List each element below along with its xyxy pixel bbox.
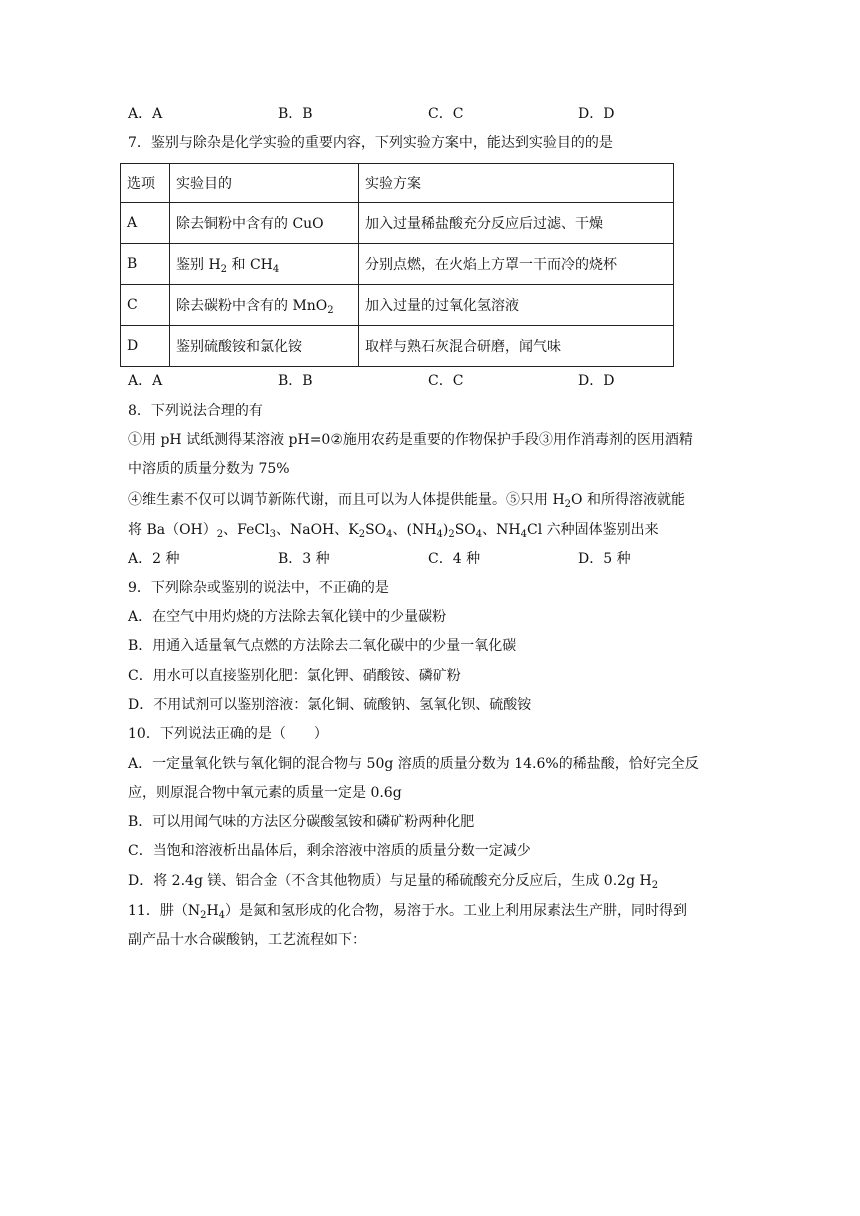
row-option: D: [121, 326, 170, 367]
row-option: A: [121, 203, 170, 244]
q9-option-c: C．用水可以直接鉴别化肥：氯化钾、硝酸铵、磷矿粉: [128, 668, 461, 684]
q7-option-b: B．B: [278, 373, 313, 389]
q8-line2: 中溶质的质量分数为 75%: [128, 461, 290, 477]
header-plan: 实验方案: [359, 164, 674, 203]
row-purpose: 除去碳粉中含有的 MnO$_2$: [170, 285, 359, 326]
row-purpose: 鉴别硫酸铵和氯化铵: [170, 326, 359, 367]
q8-line3: ④维生素不仅可以调节新陈代谢，而且可以为人体提供能量。⑤只用 $H_2O$ 和所得溶液就能: [128, 492, 685, 510]
q6-option-b: B．B: [278, 106, 313, 122]
q8-options: [128, 549, 728, 569]
q10-option-b: B．可以用闻气味的方法区分碳酸氢铵和磷矿粉两种化肥: [128, 814, 475, 830]
header-purpose: 实验目的: [170, 164, 359, 203]
table-row: [121, 203, 674, 244]
q7-option-a: A．A: [128, 373, 163, 389]
q9-stem: 9．下列除杂或鉴别的说法中，不正确的是: [128, 580, 389, 596]
q8-option-b: B．3 种: [278, 551, 330, 567]
q8-line1: ①用 pH 试纸测得某溶液 pH=0②施用农药是重要的作物保护手段③用作消毒剂的医用酒精: [128, 432, 693, 448]
q9-option-b: B．用通入适量氧气点燃的方法除去二氧化碳中的少量一氧化碳: [128, 638, 517, 654]
table-row: [121, 285, 674, 326]
row-plan: 取样与熟石灰混合研磨，闻气味: [359, 326, 674, 367]
table-row: [121, 326, 674, 367]
q7-options: [128, 371, 728, 391]
q6-option-a: A．A: [128, 106, 163, 122]
q7-option-d: D．D: [578, 373, 615, 389]
q7-table: [120, 163, 674, 367]
q6-options: [128, 104, 728, 124]
q11-line1: 11．肼$(N_2H_4)$是氮和氢形成的化合物，易溶于水。工业上利用尿素法生产肼，同时得到: [128, 903, 688, 921]
row-purpose: 除去铜粉中含有的 CuO: [170, 203, 359, 244]
header-option: 选项: [121, 164, 170, 203]
q8-stem: 8．下列说法合理的有: [128, 403, 263, 419]
row-plan: 分别点燃，在火焰上方罩一干而冷的烧杯: [359, 244, 674, 285]
q9-option-d: D．不用试剂可以鉴别溶液：氯化铜、硫酸钠、氢氧化钡、硫酸铵: [128, 697, 532, 713]
q8-line4: 将 $Ba(OH)_2$、FeCl$_3$、NaOH、$K_2SO_4$、$(NH_4)_2SO_4$、$NH_4Cl$ 六种固体鉴别出来: [128, 522, 659, 540]
q8-option-d: D．5 种: [578, 551, 631, 567]
row-option: B: [121, 244, 170, 285]
q8-option-a: A．2 种: [128, 551, 180, 567]
q11-line2: 副产品十水合碳酸钠，工艺流程如下：: [128, 932, 366, 948]
q9-option-a: A．在空气中用灼烧的方法除去氧化镁中的少量碳粉: [128, 609, 447, 625]
row-option: C: [121, 285, 170, 326]
q7-option-c: C．C: [428, 373, 464, 389]
q6-option-d: D．D: [578, 106, 615, 122]
row-plan: 加入过量稀盐酸充分反应后过滤、干燥: [359, 203, 674, 244]
q10-option-a-line2: 应，则原混合物中氧元素的质量一定是 0.6g: [128, 785, 402, 801]
q10-option-c: C．当饱和溶液析出晶体后，剩余溶液中溶质的质量分数一定减少: [128, 843, 531, 859]
table-header-row: [121, 164, 674, 203]
q8-option-c: C．4 种: [428, 551, 481, 567]
q10-stem: 10．下列说法正确的是（ ）: [128, 726, 328, 742]
row-purpose: 鉴别 $H_2$ 和 $CH_4$: [170, 244, 359, 285]
q6-option-c: C．C: [428, 106, 464, 122]
q7-stem: 7．鉴别与除杂是化学实验的重要内容，下列实验方案中，能达到实验目的的是: [128, 135, 613, 151]
row-plan: 加入过量的过氧化氢溶液: [359, 285, 674, 326]
q10-option-d: D．将 2.4g 镁、铝合金（不含其他物质）与足量的稀硫酸充分反应后，生成 0.2g $H_2$: [128, 873, 659, 891]
table-row: [121, 244, 674, 285]
q10-option-a-line1: A．一定量氧化铁与氧化铜的混合物与 50g 溶质的质量分数为 14.6%的稀盐酸，恰好完全反: [128, 756, 699, 772]
